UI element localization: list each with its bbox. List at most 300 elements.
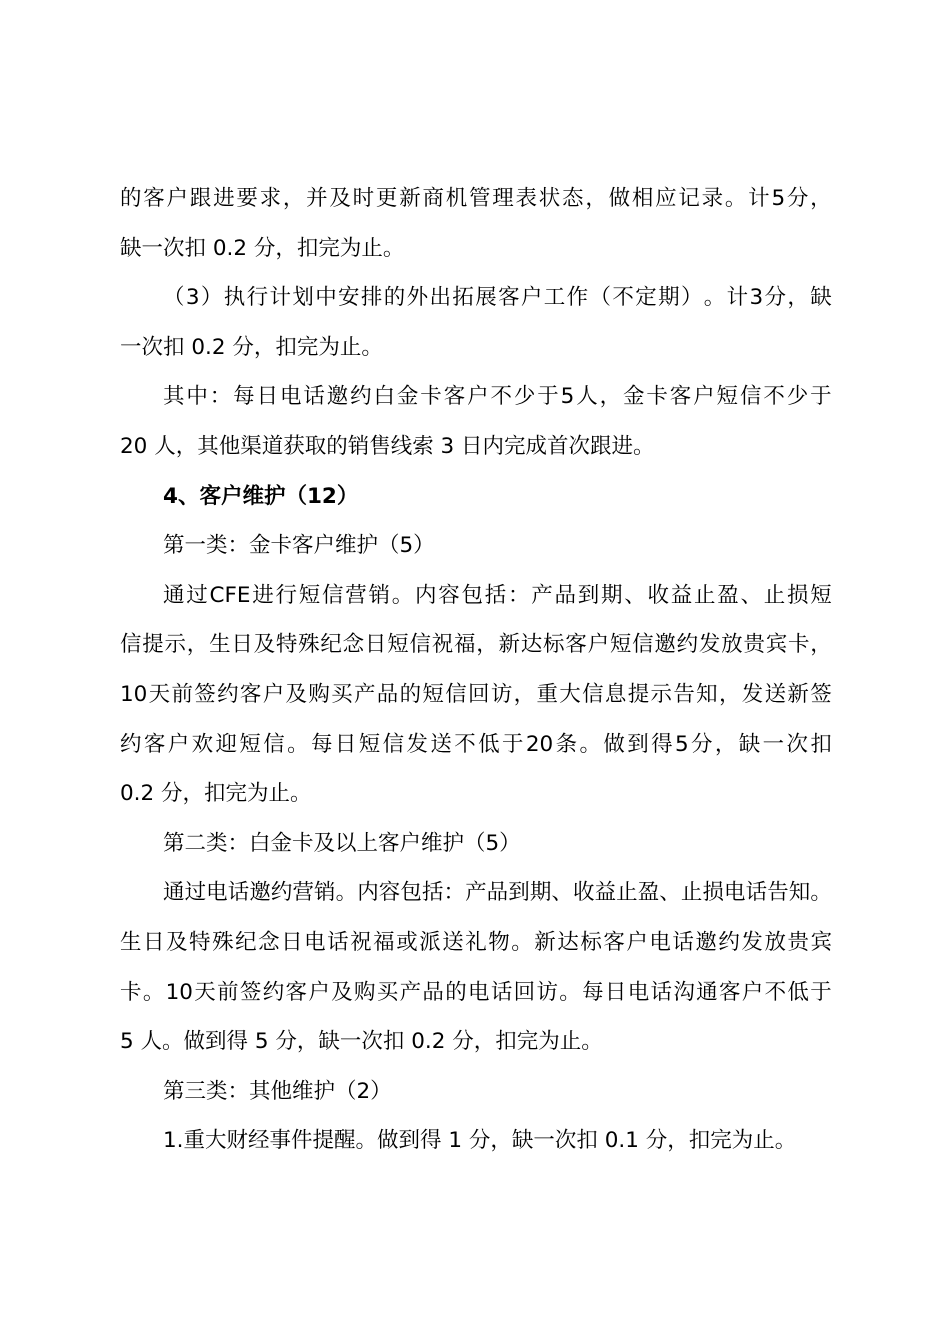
text-glyph: 大 bbox=[559, 681, 581, 707]
text-glyph: 话 bbox=[650, 979, 673, 1005]
text-glyph: 分 bbox=[786, 186, 809, 211]
text-glyph: 特 bbox=[189, 929, 211, 955]
text-glyph: 日 bbox=[364, 632, 387, 658]
text-glyph: 天 bbox=[148, 681, 171, 707]
text-glyph: 卡 bbox=[646, 384, 668, 410]
text-glyph: 电 bbox=[279, 384, 302, 410]
text-glyph: 发 bbox=[741, 681, 764, 707]
text-glyph: 日 bbox=[334, 731, 357, 757]
text-glyph: 客 bbox=[143, 731, 166, 757]
text-glyph: 短 bbox=[298, 582, 321, 608]
text-glyph: 标 bbox=[580, 929, 602, 955]
text-glyph: 排 bbox=[360, 285, 383, 311]
text-glyph: 、 bbox=[659, 880, 681, 906]
text-glyph: 纪 bbox=[320, 632, 342, 658]
text-glyph: 拓 bbox=[452, 285, 474, 311]
text-glyph: 前 bbox=[217, 979, 239, 1005]
text-glyph: 短 bbox=[358, 731, 381, 757]
text-glyph: 祝 bbox=[350, 929, 372, 955]
text-glyph: 电 bbox=[468, 979, 490, 1005]
text-glyph: 客 bbox=[718, 979, 741, 1005]
text-glyph: 盈 bbox=[717, 582, 739, 608]
text-glyph: 购 bbox=[353, 979, 376, 1005]
text-glyph: 。 bbox=[579, 731, 601, 757]
text-glyph: 贵 bbox=[743, 632, 765, 658]
text-glyph: 访 bbox=[536, 979, 558, 1005]
text-glyph: ） bbox=[200, 285, 223, 311]
text-glyph: 计 bbox=[269, 285, 291, 311]
text-glyph: ， bbox=[810, 632, 832, 658]
text-glyph: 念 bbox=[342, 632, 365, 658]
text-glyph: 殊 bbox=[212, 929, 234, 955]
text-glyph: 进 bbox=[213, 186, 235, 211]
text-glyph: ， bbox=[476, 632, 498, 658]
paragraph-line bbox=[120, 571, 832, 621]
text-glyph: 约 bbox=[350, 384, 372, 410]
text-glyph: 福 bbox=[453, 632, 476, 658]
text-glyph: 分 bbox=[764, 285, 787, 311]
text-glyph: 括 bbox=[484, 582, 507, 608]
text-glyph: 发 bbox=[698, 632, 721, 658]
text-glyph: 低 bbox=[478, 731, 500, 757]
text-glyph: 5 bbox=[674, 731, 689, 757]
text-glyph: 定 bbox=[635, 285, 657, 311]
text-glyph: 品 bbox=[422, 979, 444, 1005]
text-glyph: 礼 bbox=[465, 929, 487, 955]
text-glyph: 。 bbox=[287, 731, 309, 757]
text-glyph: 20 bbox=[525, 731, 554, 757]
text-glyph: 访 bbox=[490, 681, 513, 707]
text-glyph: 达 bbox=[520, 632, 543, 658]
text-glyph: ， bbox=[599, 384, 622, 410]
text-glyph: 送 bbox=[442, 929, 464, 955]
text-glyph: 外 bbox=[406, 285, 429, 311]
text-glyph: 客 bbox=[285, 979, 308, 1005]
text-glyph: 户 bbox=[262, 681, 285, 707]
text-glyph: 出 bbox=[429, 285, 451, 311]
text-glyph: 约 bbox=[270, 880, 293, 906]
line-text: 第一类：金卡客户维护（5） bbox=[163, 533, 435, 559]
line-text: 第三类：其他维护（2） bbox=[163, 1078, 392, 1104]
text-glyph: ， bbox=[787, 285, 809, 311]
text-glyph: 中 bbox=[315, 285, 337, 311]
paragraph-line bbox=[120, 224, 832, 274]
paragraph-line bbox=[120, 769, 832, 819]
paragraph-line bbox=[120, 1116, 832, 1166]
line-text: 缺一次扣 0.2 分，扣完为止。 bbox=[120, 235, 405, 261]
text-glyph: 重 bbox=[536, 681, 558, 707]
text-glyph: 短 bbox=[239, 731, 261, 757]
text-glyph: 短 bbox=[387, 632, 409, 658]
line-text: 4、客户维护（12） bbox=[163, 483, 359, 509]
text-glyph: 话 bbox=[745, 880, 768, 906]
text-glyph: 信 bbox=[445, 681, 467, 707]
text-glyph: 发 bbox=[741, 929, 763, 955]
text-glyph: 执 bbox=[223, 285, 246, 311]
text-glyph: 约 bbox=[718, 929, 740, 955]
text-glyph: 时 bbox=[352, 186, 375, 211]
text-glyph: 的 bbox=[383, 285, 406, 311]
text-glyph: ： bbox=[443, 880, 466, 906]
text-glyph: 送 bbox=[430, 731, 452, 757]
text-glyph: 做 bbox=[608, 186, 631, 211]
text-glyph: 话 bbox=[227, 880, 250, 906]
text-glyph: 其 bbox=[163, 384, 185, 410]
text-glyph: 话 bbox=[490, 979, 513, 1005]
text-glyph: 条 bbox=[555, 731, 578, 757]
text-glyph: 日 bbox=[604, 979, 627, 1005]
text-glyph: 10 bbox=[120, 681, 148, 707]
paragraph-line bbox=[120, 521, 832, 571]
text-glyph: 宾 bbox=[810, 929, 832, 955]
text-glyph: 收 bbox=[647, 582, 669, 608]
text-glyph: 通 bbox=[696, 979, 718, 1005]
text-glyph: 内 bbox=[414, 582, 437, 608]
text-glyph: 每 bbox=[233, 384, 255, 410]
line-text: 一次扣 0.2 分，扣完为止。 bbox=[120, 334, 383, 360]
text-glyph: 止 bbox=[693, 582, 716, 608]
text-glyph: 。 bbox=[391, 582, 414, 608]
text-glyph: 品 bbox=[376, 681, 399, 707]
text-glyph: 户 bbox=[467, 384, 489, 410]
text-glyph: 户 bbox=[520, 285, 543, 311]
text-glyph: 盈 bbox=[637, 880, 660, 906]
text-glyph: 销 bbox=[314, 880, 336, 906]
text-glyph: 及 bbox=[166, 929, 188, 955]
text-glyph: 送 bbox=[764, 681, 787, 707]
text-glyph: 作 bbox=[566, 285, 589, 311]
text-glyph: 表 bbox=[515, 186, 538, 211]
text-glyph: 或 bbox=[396, 929, 418, 955]
text-glyph: 中 bbox=[186, 384, 208, 410]
text-glyph: 管 bbox=[468, 186, 491, 211]
text-glyph: 示 bbox=[650, 681, 673, 707]
text-glyph: 5 bbox=[560, 384, 575, 410]
text-glyph: 户 bbox=[693, 384, 715, 410]
text-glyph: 特 bbox=[275, 632, 298, 658]
text-glyph: 卡 bbox=[787, 632, 810, 658]
text-glyph: 电 bbox=[724, 880, 746, 906]
text-glyph: 及 bbox=[331, 979, 353, 1005]
text-glyph: 日 bbox=[231, 632, 253, 658]
text-glyph: 安 bbox=[338, 285, 360, 311]
text-glyph: 一 bbox=[762, 731, 785, 757]
text-glyph: ， bbox=[718, 681, 741, 707]
text-glyph: 短 bbox=[422, 681, 444, 707]
text-glyph: 信 bbox=[382, 731, 405, 757]
text-glyph: 5 bbox=[771, 186, 786, 211]
text-glyph: 理 bbox=[492, 186, 514, 211]
text-glyph: 益 bbox=[670, 582, 693, 608]
text-glyph: 物 bbox=[488, 929, 510, 955]
text-glyph: 于 bbox=[537, 384, 559, 410]
text-glyph: 迎 bbox=[215, 731, 238, 757]
document-page bbox=[120, 174, 832, 1166]
text-glyph: 缺 bbox=[810, 285, 832, 311]
paragraph-line bbox=[120, 620, 832, 670]
text-glyph: 不 bbox=[454, 731, 476, 757]
text-glyph: 。 bbox=[703, 285, 726, 311]
text-glyph: ： bbox=[507, 582, 530, 608]
text-glyph: 内 bbox=[357, 880, 379, 906]
text-glyph: 白 bbox=[373, 384, 396, 410]
paragraph-line bbox=[120, 174, 832, 224]
text-glyph: 客 bbox=[669, 384, 692, 410]
text-glyph: 到 bbox=[508, 880, 530, 906]
text-glyph: 日 bbox=[281, 929, 303, 955]
text-glyph: 不 bbox=[612, 285, 634, 311]
text-glyph: 损 bbox=[702, 880, 724, 906]
line-text: 0.2 分，扣完为止。 bbox=[120, 781, 312, 807]
text-glyph: 户 bbox=[167, 731, 190, 757]
paragraph-line bbox=[120, 968, 832, 1018]
text-glyph: 不 bbox=[490, 384, 512, 410]
text-glyph: 户 bbox=[308, 979, 330, 1005]
text-glyph: 天 bbox=[194, 979, 216, 1005]
text-glyph: 客 bbox=[143, 186, 165, 211]
text-glyph: 短 bbox=[810, 582, 832, 608]
text-glyph: ， bbox=[810, 186, 832, 211]
text-glyph: 得 bbox=[651, 731, 673, 757]
text-glyph: 买 bbox=[331, 681, 353, 707]
paragraph-line bbox=[120, 868, 832, 918]
text-glyph: 划 bbox=[292, 285, 314, 311]
text-glyph: 回 bbox=[513, 979, 536, 1005]
text-glyph: 收 bbox=[572, 880, 595, 906]
paragraph-line bbox=[120, 323, 832, 373]
paragraph-line bbox=[120, 422, 832, 472]
section-heading bbox=[120, 472, 832, 522]
text-glyph: 。 bbox=[559, 979, 581, 1005]
text-glyph: 话 bbox=[672, 929, 694, 955]
text-glyph: 生 bbox=[120, 929, 142, 955]
text-glyph: 容 bbox=[438, 582, 460, 608]
text-glyph: 计 bbox=[726, 285, 749, 311]
text-glyph: 新 bbox=[787, 681, 809, 707]
line-text: 5 人。做到得 5 分，缺一次扣 0.2 分，扣完为止。 bbox=[120, 1029, 603, 1055]
text-glyph: 户 bbox=[166, 186, 189, 211]
text-glyph: 扣 bbox=[810, 731, 832, 757]
text-glyph: 日 bbox=[143, 929, 165, 955]
text-glyph: 念 bbox=[258, 929, 280, 955]
text-glyph: 标 bbox=[543, 632, 565, 658]
text-glyph: 金 bbox=[396, 384, 419, 410]
text-glyph: 客 bbox=[443, 384, 466, 410]
text-glyph: 期 bbox=[600, 582, 623, 608]
text-glyph: 邀 bbox=[695, 929, 717, 955]
text-glyph: 损 bbox=[786, 582, 809, 608]
text-glyph: ） bbox=[680, 285, 703, 311]
text-glyph: 到 bbox=[627, 731, 649, 757]
text-glyph: （ bbox=[163, 285, 185, 311]
text-glyph: 邀 bbox=[326, 384, 349, 410]
text-glyph: 纪 bbox=[235, 929, 257, 955]
text-glyph: 每 bbox=[582, 979, 604, 1005]
paragraph-line bbox=[120, 372, 832, 422]
text-glyph: 提 bbox=[142, 632, 164, 658]
text-glyph: 沟 bbox=[673, 979, 695, 1005]
text-glyph: 到 bbox=[577, 582, 600, 608]
text-glyph: 行 bbox=[275, 582, 297, 608]
text-glyph: （ bbox=[589, 285, 612, 311]
line-text: 1.重大财经事件提醒。做到得 1 分，缺一次扣 0.1 分，扣完为止。 bbox=[163, 1128, 797, 1154]
text-glyph: 短 bbox=[716, 384, 739, 410]
paragraph-line bbox=[120, 720, 832, 770]
text-glyph: 10 bbox=[165, 979, 193, 1005]
text-glyph: 期 bbox=[529, 880, 552, 906]
text-glyph: 话 bbox=[303, 384, 325, 410]
text-glyph: 客 bbox=[565, 632, 587, 658]
text-glyph: 电 bbox=[627, 979, 650, 1005]
text-glyph: ， bbox=[585, 186, 607, 211]
text-glyph: 殊 bbox=[298, 632, 320, 658]
text-glyph: ， bbox=[282, 186, 305, 211]
text-glyph: 过 bbox=[186, 582, 208, 608]
text-glyph: 信 bbox=[321, 582, 344, 608]
text-glyph: 进 bbox=[252, 582, 274, 608]
text-glyph: 品 bbox=[554, 582, 576, 608]
text-glyph: 客 bbox=[498, 285, 520, 311]
text-glyph: 买 bbox=[376, 979, 399, 1005]
text-glyph: 行 bbox=[246, 285, 269, 311]
text-glyph: 及 bbox=[285, 681, 308, 707]
text-glyph: 。 bbox=[810, 880, 832, 906]
text-glyph: 签 bbox=[810, 681, 832, 707]
text-glyph: 卡 bbox=[120, 979, 142, 1005]
text-glyph: 电 bbox=[304, 929, 326, 955]
text-glyph: ， bbox=[513, 681, 536, 707]
text-glyph: 新 bbox=[498, 632, 521, 658]
text-glyph: 分 bbox=[691, 731, 713, 757]
text-glyph: 的 bbox=[399, 681, 422, 707]
text-glyph: 信 bbox=[409, 632, 431, 658]
text-glyph: 展 bbox=[475, 285, 497, 311]
text-glyph: 金 bbox=[622, 384, 645, 410]
text-glyph: 商 bbox=[422, 186, 444, 211]
paragraph-line bbox=[120, 819, 832, 869]
text-glyph: 销 bbox=[368, 582, 390, 608]
text-glyph: 信 bbox=[582, 681, 604, 707]
text-glyph: 止 bbox=[680, 880, 703, 906]
text-glyph: 签 bbox=[239, 979, 262, 1005]
text-glyph: 工 bbox=[543, 285, 566, 311]
text-glyph: 的 bbox=[120, 186, 142, 211]
text-glyph: 发 bbox=[406, 731, 429, 757]
text-glyph: 贵 bbox=[787, 929, 809, 955]
paragraph-line bbox=[120, 1067, 832, 1117]
text-glyph: 示 bbox=[164, 632, 187, 658]
text-glyph: 客 bbox=[239, 681, 262, 707]
text-glyph: 要 bbox=[236, 186, 258, 211]
text-glyph: 于 bbox=[810, 384, 832, 410]
text-glyph: 放 bbox=[721, 632, 743, 658]
text-glyph: 知 bbox=[696, 681, 718, 707]
text-glyph: 。 bbox=[724, 186, 747, 211]
text-glyph: 。 bbox=[142, 979, 165, 1005]
text-glyph: 欢 bbox=[191, 731, 214, 757]
text-glyph: 话 bbox=[327, 929, 349, 955]
text-glyph: 不 bbox=[763, 384, 785, 410]
text-glyph: 不 bbox=[764, 979, 787, 1005]
text-glyph: 购 bbox=[308, 681, 330, 707]
text-glyph: 知 bbox=[788, 880, 811, 906]
text-glyph: ： bbox=[209, 384, 232, 410]
text-glyph: 录 bbox=[701, 186, 724, 211]
text-glyph: 信 bbox=[632, 632, 654, 658]
paragraph-line bbox=[120, 1017, 832, 1067]
text-glyph: 户 bbox=[626, 929, 648, 955]
text-glyph: 新 bbox=[534, 929, 556, 955]
text-glyph: 邀 bbox=[249, 880, 271, 906]
text-glyph: 达 bbox=[557, 929, 579, 955]
text-glyph: 电 bbox=[649, 929, 671, 955]
text-glyph: 营 bbox=[345, 582, 367, 608]
text-glyph: 3 bbox=[749, 285, 764, 311]
text-glyph: 派 bbox=[419, 929, 441, 955]
text-glyph: 记 bbox=[678, 186, 700, 211]
text-glyph: 新 bbox=[399, 186, 421, 211]
text-glyph: 及 bbox=[329, 186, 351, 211]
text-glyph: 应 bbox=[655, 186, 677, 211]
text-glyph: 状 bbox=[538, 186, 561, 211]
text-glyph: 包 bbox=[461, 582, 483, 608]
text-glyph: 于 bbox=[502, 731, 524, 757]
text-glyph: 做 bbox=[603, 731, 625, 757]
text-glyph: 并 bbox=[306, 186, 328, 211]
text-glyph: 通 bbox=[163, 880, 185, 906]
text-glyph: 止 bbox=[763, 582, 786, 608]
text-glyph: 括 bbox=[421, 880, 444, 906]
text-glyph: 计 bbox=[748, 186, 770, 211]
text-glyph: 宾 bbox=[765, 632, 788, 658]
text-glyph: 福 bbox=[373, 929, 395, 955]
document-body bbox=[120, 174, 832, 1166]
text-glyph: 户 bbox=[741, 979, 764, 1005]
text-glyph: 机 bbox=[445, 186, 468, 211]
text-glyph: 及 bbox=[253, 632, 276, 658]
text-glyph: 缺 bbox=[738, 731, 761, 757]
text-glyph: 次 bbox=[786, 731, 809, 757]
text-glyph: 营 bbox=[292, 880, 314, 906]
text-glyph: 止 bbox=[616, 880, 638, 906]
text-glyph: 息 bbox=[604, 681, 627, 707]
text-glyph: 电 bbox=[206, 880, 228, 906]
text-glyph: 约 bbox=[676, 632, 699, 658]
text-glyph: ， bbox=[186, 632, 209, 658]
text-glyph: 少 bbox=[786, 384, 809, 410]
text-glyph: 产 bbox=[465, 880, 487, 906]
text-glyph: 每 bbox=[311, 731, 333, 757]
text-glyph: 求 bbox=[259, 186, 282, 211]
line-text: 20 人，其他渠道获取的销售线索 3 日内完成首次跟进。 bbox=[120, 433, 655, 459]
text-glyph: 相 bbox=[631, 186, 654, 211]
text-glyph: 告 bbox=[767, 880, 789, 906]
line-text: 第二类：白金卡及以上客户维护（5） bbox=[163, 830, 521, 856]
paragraph-line bbox=[120, 918, 832, 968]
paragraph-line bbox=[120, 670, 832, 720]
text-glyph: 、 bbox=[740, 582, 762, 608]
text-glyph: 回 bbox=[468, 681, 490, 707]
text-glyph: 提 bbox=[627, 681, 650, 707]
text-glyph: 产 bbox=[531, 582, 553, 608]
text-glyph: 邀 bbox=[654, 632, 676, 658]
text-glyph: 信 bbox=[739, 384, 762, 410]
text-glyph: 容 bbox=[378, 880, 401, 906]
text-glyph: 前 bbox=[171, 681, 193, 707]
text-glyph: 告 bbox=[673, 681, 695, 707]
text-glyph: 短 bbox=[609, 632, 632, 658]
text-glyph: 日 bbox=[256, 384, 279, 410]
